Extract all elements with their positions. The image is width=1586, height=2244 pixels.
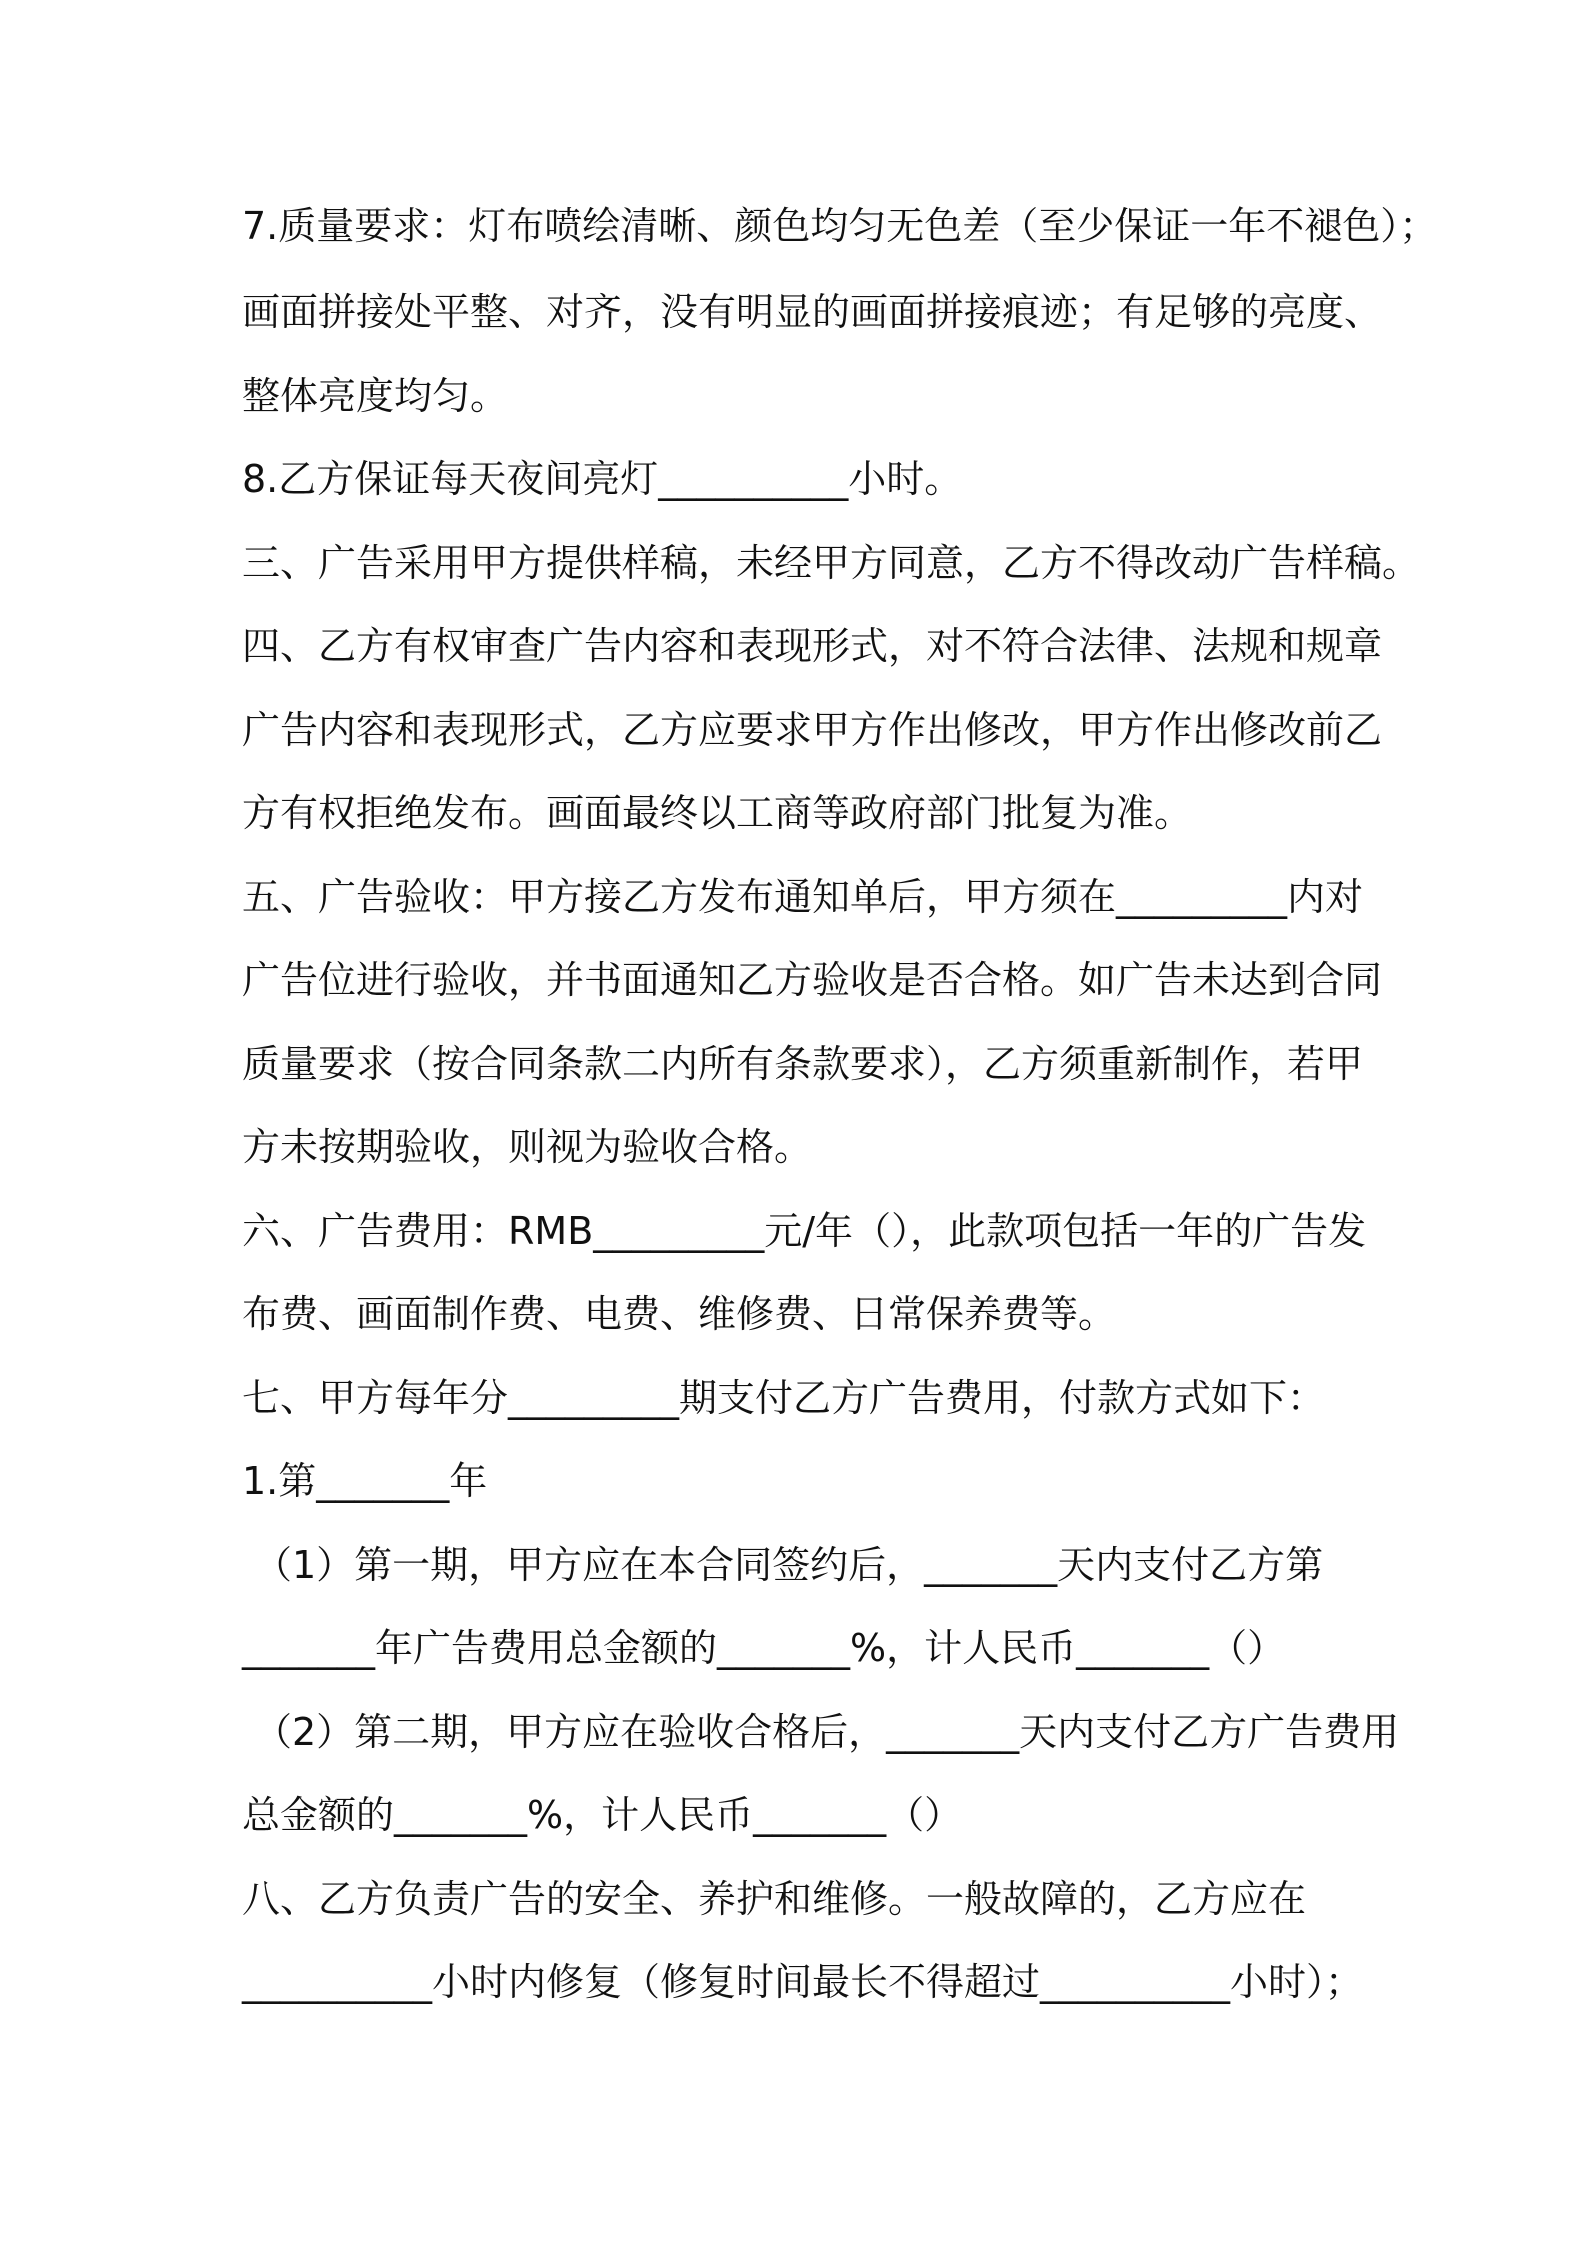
text-line: 五、广告验收：甲方接乙方发布通知单后，甲方须在_________内对 [242, 875, 1364, 919]
text-line: 画面拼接处平整、对齐，没有明显的画面拼接痕迹；有足够的亮度、 [242, 290, 1383, 334]
text-line: 七、甲方每年分_________期支付乙方广告费用，付款方式如下： [242, 1376, 1326, 1420]
text-line: __________小时内修复（修复时间最长不得超过__________小时）； [242, 1960, 1364, 2004]
text-line: 广告位进行验收，并书面通知乙方验收是否合格。如广告未达到合同 [242, 958, 1383, 1002]
text-line: 1.第_______年 [242, 1459, 488, 1503]
text-line: 7.质量要求：灯布喷绘清晰、颜色均匀无色差（至少保证一年不褪色）； [242, 204, 1438, 248]
text-line: 整体亮度均匀。 [242, 374, 509, 418]
text-line: _______年广告费用总金额的_______%，计人民币_______（） [242, 1626, 1286, 1670]
text-line: 三、广告采用甲方提供样稿，未经甲方同意，乙方不得改动广告样稿。 [242, 541, 1421, 585]
text-line: 方有权拒绝发布。画面最终以工商等政府部门批复为准。 [242, 791, 1193, 835]
text-line: （2）第二期，甲方应在验收合格后，_______天内支付乙方广告费用 [254, 1710, 1400, 1754]
text-line: 质量要求（按合同条款二内所有条款要求），乙方须重新制作，若甲 [242, 1042, 1364, 1086]
text-line: 方未按期验收，则视为验收合格。 [242, 1125, 813, 1169]
text-line: 广告内容和表现形式，乙方应要求甲方作出修改，甲方作出修改前乙 [242, 708, 1383, 752]
text-line: 六、广告费用：RMB_________元/年（），此款项包括一年的广告发 [242, 1209, 1367, 1253]
text-line: 布费、画面制作费、电费、维修费、日常保养费等。 [242, 1292, 1117, 1336]
text-line: 八、乙方负责广告的安全、养护和维修。一般故障的，乙方应在 [242, 1877, 1307, 1921]
text-line: （1）第一期，甲方应在本合同签约后，_______天内支付乙方第 [254, 1543, 1324, 1587]
text-line: 四、乙方有权审查广告内容和表现形式，对不符合法律、法规和规章 [242, 624, 1383, 668]
text-line: 8.乙方保证每天夜间亮灯__________小时。 [242, 457, 963, 501]
text-line: 总金额的_______%，计人民币_______（） [242, 1793, 963, 1837]
